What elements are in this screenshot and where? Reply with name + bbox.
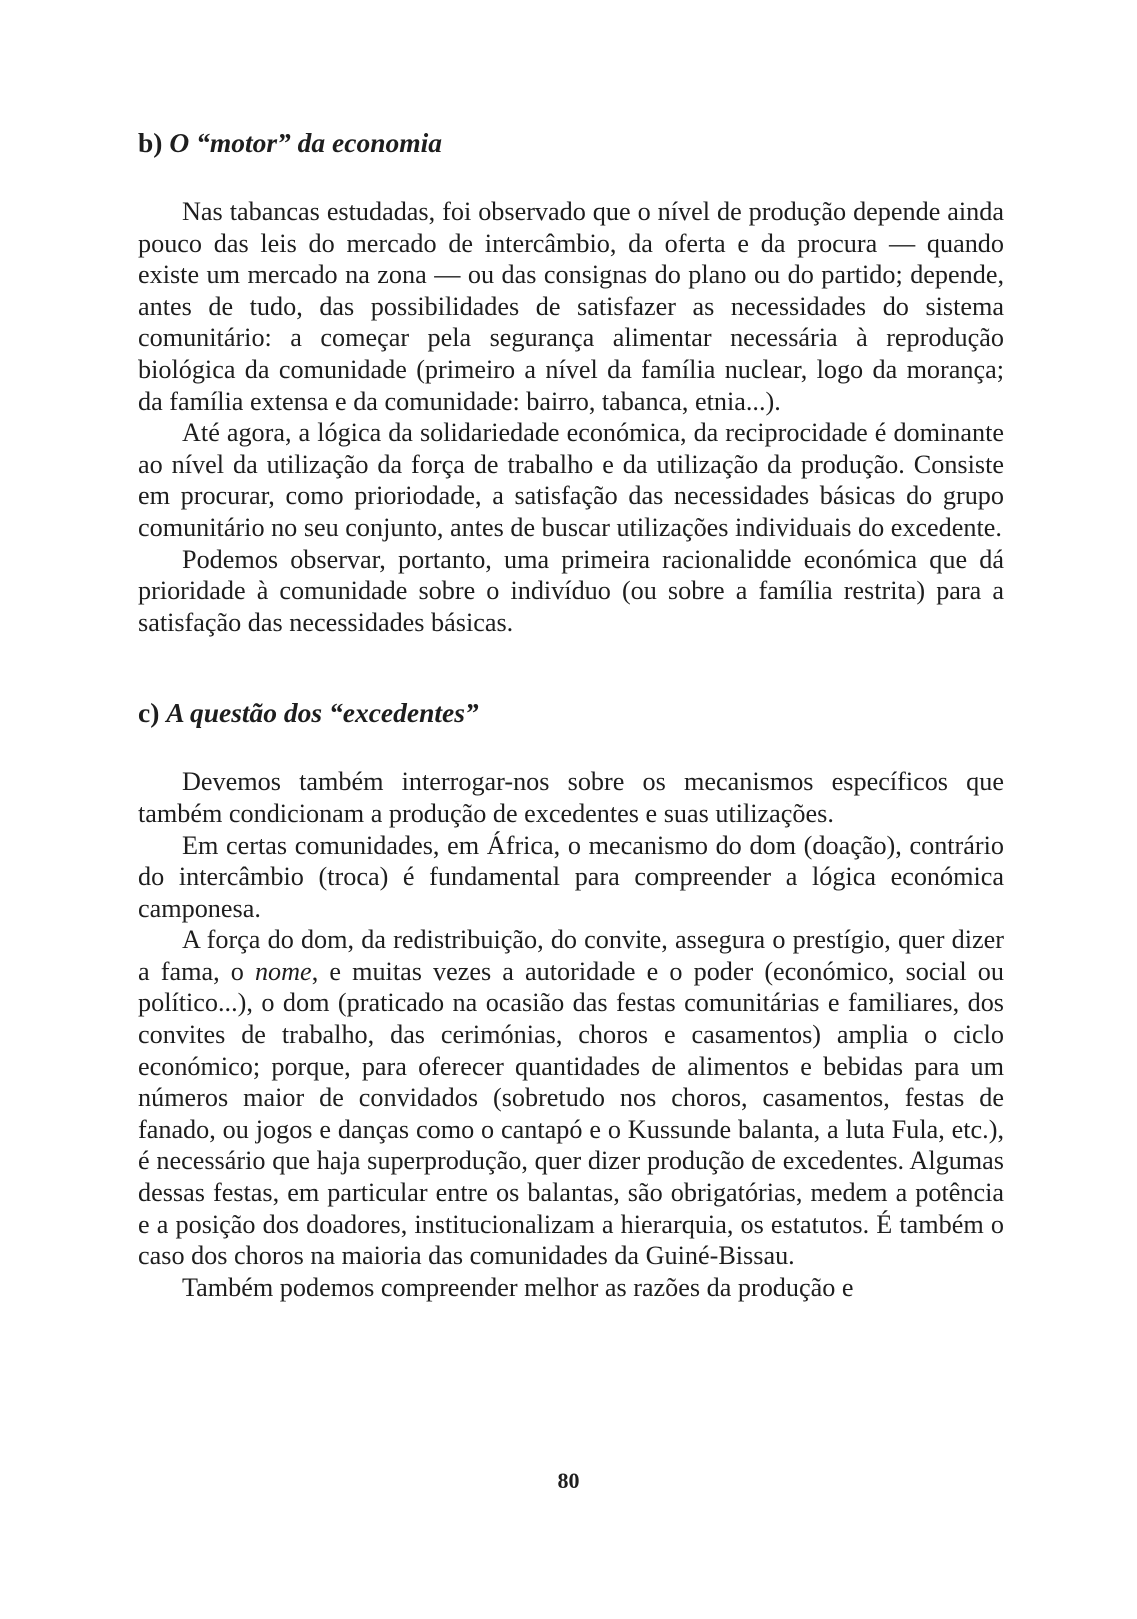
section-b-label: b)	[138, 127, 163, 158]
section-b-paragraph-3: Podemos observar, portanto, uma primeira racionalidde económica que dá prioridade à comunidade sobre o indivíduo (ou sobre a família restrita) para a satisfação das necessidades básicas.	[138, 544, 1004, 637]
section-b-paragraph-2: Até agora, a lógica da solidariedade económica, da reciprocidade é dominante ao nível da utilização da força de trabalho e da utilização da produção. Consiste em procurar, como prioriodade, a satisfação das necessidades básicas do grupo comunitário no seu conjunto, antes de buscar utilizações individuais do excedente.	[138, 418, 1004, 542]
section-c-paragraph-1: Devemos também interrogar-nos sobre os mecanismos específicos que também condicionam a produção de excedentes e suas utilizações.	[138, 767, 1004, 828]
page-number: 80	[557, 1468, 580, 1493]
section-c-paragraph-4: Também podemos compreender melhor as razões da produção e	[182, 1272, 854, 1302]
page-content	[138, 126, 1004, 1303]
section-b-title: O “motor” da economia	[169, 127, 443, 158]
paragraph-3-text-start: A força do dom, da redistribuição, do convite, assegura o prestígio, quer dizer a fama, o	[138, 925, 1004, 986]
section-b-paragraph-1: Nas tabancas estudadas, foi observado que o nível de produção depende ainda pouco das leis do mercado de intercâmbio, da oferta e da procura — quando existe um mercado na zona — ou das consignas do plano ou do partido; depende, antes de tudo, das possibilidades de satisfazer as necessidades do sistema comunitário: a começar pela segurança alimentar necessária à reprodução biológica da comunidade (primeiro a nível da família nuclear, logo da morança; da família extensa e da comunidade: bairro, tabanca, etnia...).	[138, 197, 1004, 416]
section-c-label: c)	[138, 697, 160, 729]
section-c-title: A questão dos “excedentes”	[166, 697, 479, 729]
nome-emphasis: nome	[254, 956, 312, 986]
section-c-heading	[138, 696, 1004, 730]
paragraph-3-text-end: , e muitas vezes a autoridade e o poder (económico, social ou político...), o dom (praticado na ocasião das festas comunitárias e familiares, dos convites de trabalho, das cerimónias, choros e casamentos) amplia o ciclo económico; porque, para oferecer quantidades de alimentos e bebidas para um números maior de convidados (sobretudo nos choros, casamentos, festas de fanado, ou jogos e danças como o cantapó e o Kussunde balanta, a luta Fula, etc.), é necessário que haja superprodução, quer dizer produção de excedentes. Algumas dessas festas, em particular entre os balantas, são obrigatórias, medem a potência e a posição dos doadores, institucionalizam a hierarquia, os estatutos. É também o caso dos choros na maioria das comunidades da Guiné-Bissau.	[138, 956, 1004, 1271]
section-c-paragraph-2: Em certas comunidades, em África, o mecanismo do dom (doação), contrário do intercâmbio (troca) é fundamental para compreender a lógica económica camponesa.	[138, 830, 1004, 923]
section-b-heading	[138, 126, 1004, 160]
section-c-paragraph-3	[138, 924, 1004, 1272]
